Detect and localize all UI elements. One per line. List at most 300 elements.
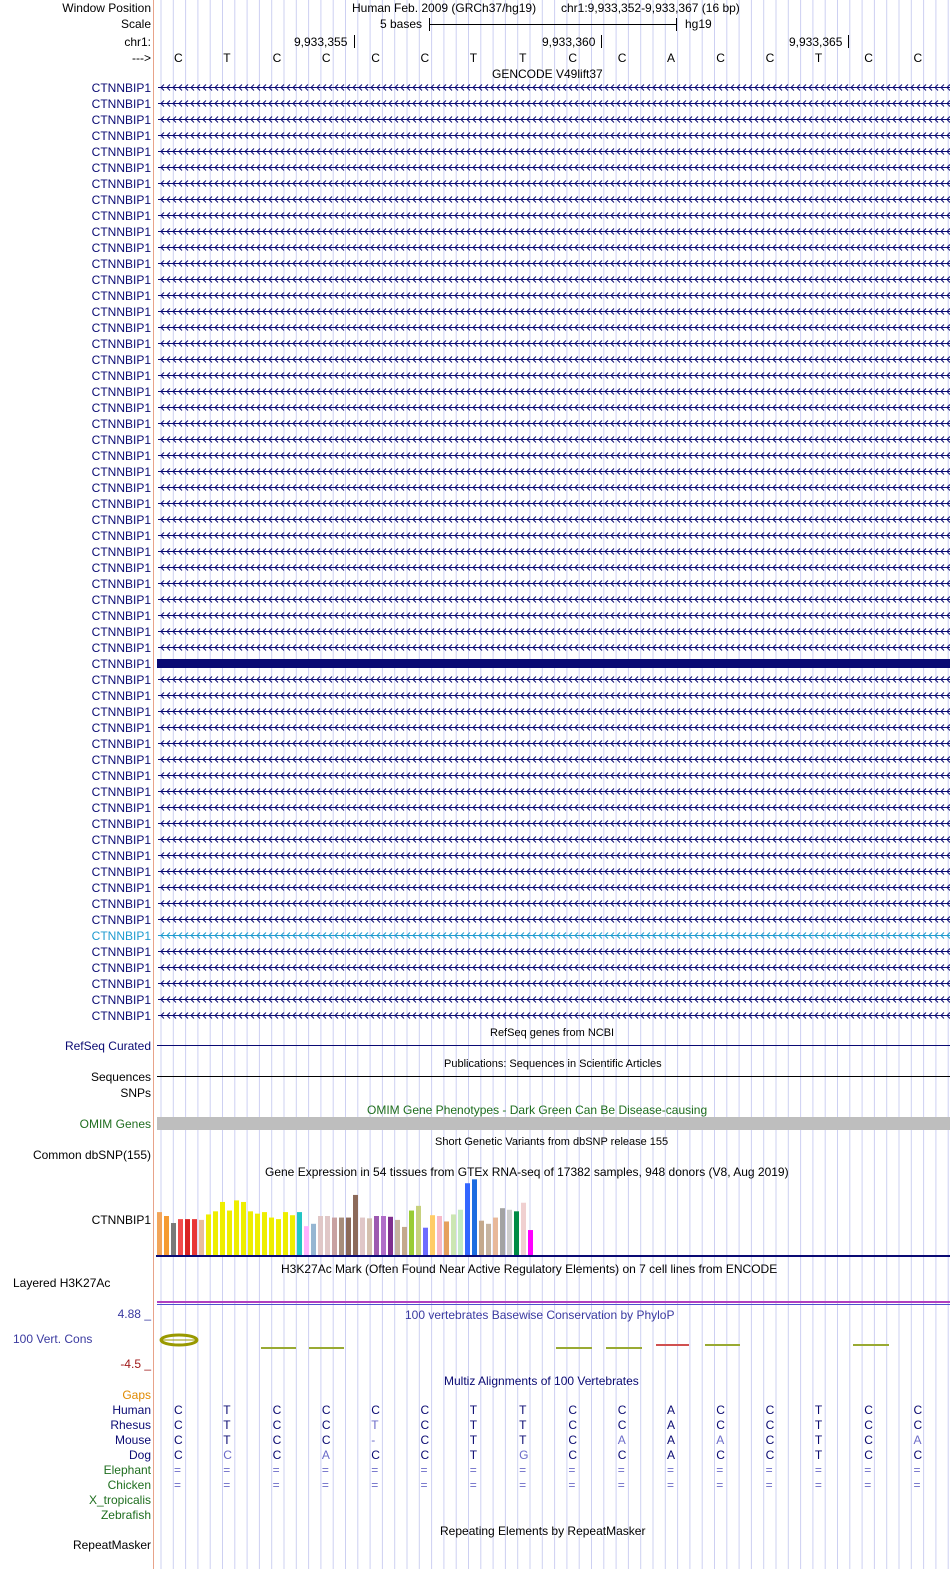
alignment-base: C <box>420 1418 430 1432</box>
alignment-base: C <box>371 1403 380 1417</box>
gencode-transcript-label[interactable]: CTNNBIP1 <box>91 129 151 143</box>
gtex-tissue-bar[interactable] <box>395 1220 400 1255</box>
gtex-tissue-bar[interactable] <box>437 1216 442 1255</box>
window-position-label: Window Position <box>62 1 151 15</box>
omim-track-label[interactable]: OMIM Genes <box>79 1117 151 1131</box>
alignment-base: = <box>272 1463 280 1477</box>
dbsnp-track-label[interactable]: Common dbSNP(155) <box>32 1148 151 1162</box>
alignment-base: C <box>174 1418 183 1432</box>
base-letter: C <box>568 51 578 65</box>
gtex-tissue-bar[interactable] <box>521 1203 526 1255</box>
gtex-tissue-bar[interactable] <box>479 1221 484 1255</box>
alignment-base: A <box>321 1448 330 1462</box>
alignment-base: C <box>617 1418 627 1432</box>
gtex-tissue-bar[interactable] <box>332 1218 337 1255</box>
gaps-label[interactable]: Gaps <box>122 1388 151 1402</box>
gencode-transcript-intron[interactable] <box>157 899 950 908</box>
gtex-tissue-bar[interactable] <box>458 1210 463 1255</box>
alignment-base: T <box>519 1403 527 1417</box>
refseq-track-title: RefSeq genes from NCBI <box>490 1027 615 1039</box>
gencode-transcript-intron[interactable] <box>157 883 950 892</box>
gencode-transcript-intron[interactable] <box>157 227 950 236</box>
base-letter: C <box>174 51 183 65</box>
gencode-transcript-label[interactable]: CTNNBIP1 <box>91 977 151 991</box>
gencode-transcript-intron[interactable] <box>157 403 950 412</box>
alignment-base: T <box>814 1448 823 1462</box>
gencode-transcript-intron[interactable] <box>157 691 950 700</box>
gtex-tissue-bar[interactable] <box>290 1215 295 1255</box>
gencode-transcript-intron[interactable] <box>157 515 950 524</box>
gencode-transcript-label[interactable]: CTNNBIP1 <box>91 497 151 511</box>
gencode-transcript-label[interactable]: CTNNBIP1 <box>91 209 151 223</box>
base-letter: C <box>913 51 923 65</box>
scale-bar <box>429 24 676 25</box>
species-label[interactable]: Zebrafish <box>100 1508 151 1522</box>
gencode-transcript-label[interactable]: CTNNBIP1 <box>91 817 151 831</box>
alignment-base: = <box>765 1478 773 1492</box>
gtex-tissue-bar[interactable] <box>318 1216 323 1255</box>
gencode-transcript-label[interactable]: CTNNBIP1 <box>91 513 151 527</box>
gencode-transcript-label[interactable]: CTNNBIP1 <box>91 81 151 95</box>
gencode-transcript-intron[interactable] <box>157 259 950 268</box>
alignment-base: C <box>420 1433 430 1447</box>
gencode-transcript-intron[interactable] <box>157 675 950 684</box>
alignment-base: A <box>667 1403 676 1417</box>
alignment-base: C <box>321 1403 331 1417</box>
gencode-transcript-label[interactable]: CTNNBIP1 <box>91 273 151 287</box>
gencode-transcript-label[interactable]: CTNNBIP1 <box>91 449 151 463</box>
gencode-transcript-intron[interactable] <box>157 179 950 188</box>
species-label[interactable]: Dog <box>128 1448 151 1462</box>
gencode-transcript-intron[interactable] <box>157 995 950 1004</box>
gencode-transcript-label[interactable]: CTNNBIP1 <box>91 641 151 655</box>
alignment-base: = <box>716 1478 724 1492</box>
gencode-transcript-intron[interactable] <box>157 595 950 604</box>
gencode-transcript-label[interactable]: CTNNBIP1 <box>91 545 151 559</box>
alignment-base: C <box>420 1403 430 1417</box>
alignment-base: = <box>223 1478 231 1492</box>
base-letter: T <box>223 51 231 65</box>
gencode-transcript-label[interactable]: CTNNBIP1 <box>91 737 151 751</box>
gencode-transcript-intron[interactable] <box>157 739 950 748</box>
alignment-base: = <box>371 1463 379 1477</box>
phylop-track-label[interactable]: 100 Vert. Cons <box>13 1332 93 1346</box>
gtex-tissue-bar[interactable] <box>157 1212 162 1255</box>
gencode-transcript-intron[interactable] <box>157 499 950 508</box>
gtex-tissue-bar[interactable] <box>178 1219 183 1255</box>
alignment-base: C <box>223 1448 232 1462</box>
base-letter: C <box>617 51 627 65</box>
ruler-tick-label: 9,933,355 <box>294 35 348 49</box>
gencode-transcript-label[interactable]: CTNNBIP1 <box>91 145 151 159</box>
alignment-base: = <box>864 1463 872 1477</box>
gencode-track-title: GENCODE V49lift37 <box>492 67 603 81</box>
alignment-base: = <box>814 1478 822 1492</box>
gencode-transcript-label[interactable]: CTNNBIP1 <box>91 481 151 495</box>
alignment-base: A <box>667 1433 676 1447</box>
gencode-transcript-intron[interactable] <box>157 243 950 252</box>
gencode-transcript-label[interactable]: CTNNBIP1 <box>91 993 151 1007</box>
base-letter: C <box>371 51 380 65</box>
base-letter: T <box>519 51 527 65</box>
snps-track-label[interactable]: SNPs <box>120 1086 151 1100</box>
gencode-transcript-label[interactable]: CTNNBIP1 <box>91 305 151 319</box>
gencode-transcript-label[interactable]: CTNNBIP1 <box>91 593 151 607</box>
alignment-base: C <box>765 1448 775 1462</box>
alignment-base: = <box>174 1463 182 1477</box>
gencode-transcript-label[interactable]: CTNNBIP1 <box>91 689 151 703</box>
gtex-tissue-bar[interactable] <box>325 1216 330 1255</box>
alignment-base: T <box>223 1418 231 1432</box>
gencode-transcript-intron[interactable] <box>157 115 950 124</box>
gencode-transcript-label[interactable]: CTNNBIP1 <box>91 913 151 927</box>
gencode-transcript-intron[interactable] <box>157 803 950 812</box>
alignment-base: T <box>469 1448 478 1462</box>
gtex-tissue-bar[interactable] <box>283 1212 288 1255</box>
gencode-transcript-intron[interactable] <box>157 307 950 316</box>
alignment-base: T <box>223 1403 231 1417</box>
h3k27ac-signal-line[interactable] <box>157 1301 950 1303</box>
gencode-transcript-label[interactable]: CTNNBIP1 <box>91 321 151 335</box>
gtex-track-label[interactable]: CTNNBIP1 <box>91 1213 151 1227</box>
alignment-base: = <box>864 1478 872 1492</box>
alignment-base: = <box>420 1478 428 1492</box>
gtex-tissue-bar[interactable] <box>255 1214 260 1255</box>
gencode-transcript-intron[interactable] <box>157 339 950 348</box>
gtex-tissue-bar[interactable] <box>339 1218 344 1255</box>
gencode-transcript-label[interactable]: CTNNBIP1 <box>91 433 151 447</box>
alignment-base: = <box>321 1478 329 1492</box>
gencode-transcript-label[interactable]: CTNNBIP1 <box>91 801 151 815</box>
alignment-base: = <box>765 1463 773 1477</box>
gtex-tissue-bar[interactable] <box>451 1214 456 1255</box>
species-label[interactable]: Chicken <box>107 1478 151 1492</box>
gencode-transcript-label[interactable]: CTNNBIP1 <box>91 721 151 735</box>
gtex-tissue-bar[interactable] <box>374 1216 379 1255</box>
gencode-transcript-label[interactable]: CTNNBIP1 <box>91 897 151 911</box>
alignment-base: = <box>568 1478 576 1492</box>
phylop-signal[interactable] <box>156 1326 950 1362</box>
gtex-tissue-bar[interactable] <box>528 1230 533 1255</box>
alignment-base: C <box>864 1433 873 1447</box>
alignment-base: C <box>371 1448 380 1462</box>
gencode-transcript-intron[interactable] <box>157 643 950 652</box>
gencode-transcript-label[interactable]: CTNNBIP1 <box>91 177 151 191</box>
gencode-transcript-label[interactable]: CTNNBIP1 <box>91 609 151 623</box>
repeatmasker-track-label[interactable]: RepeatMasker <box>72 1538 151 1552</box>
gtex-tissue-bar[interactable] <box>472 1179 477 1255</box>
gtex-tissue-bar[interactable] <box>353 1195 358 1255</box>
refseq-gene-line[interactable] <box>157 1045 950 1046</box>
gencode-transcript-label[interactable]: CTNNBIP1 <box>91 561 151 575</box>
gencode-transcript-intron[interactable] <box>157 947 950 956</box>
gencode-transcript-intron[interactable] <box>157 387 950 396</box>
gencode-transcript-label[interactable]: CTNNBIP1 <box>91 113 151 127</box>
base-letter: C <box>272 51 282 65</box>
gtex-tissue-bar[interactable] <box>360 1218 365 1255</box>
alignment-base: = <box>667 1478 675 1492</box>
gencode-transcript-intron[interactable] <box>157 147 950 156</box>
gencode-transcript-intron[interactable] <box>157 211 950 220</box>
alignment-base: = <box>272 1478 280 1492</box>
alignment-base: = <box>913 1463 921 1477</box>
gtex-tissue-bar[interactable] <box>444 1221 449 1255</box>
gtex-tissue-bar[interactable] <box>192 1219 197 1255</box>
gencode-transcript-intron[interactable] <box>157 819 950 828</box>
gencode-transcript-label[interactable]: CTNNBIP1 <box>91 289 151 303</box>
gencode-transcript-intron[interactable] <box>157 755 950 764</box>
alignment-base: A <box>716 1433 725 1447</box>
gencode-transcript-label[interactable]: CTNNBIP1 <box>91 881 151 895</box>
gencode-transcript-intron[interactable] <box>157 355 950 364</box>
gencode-transcript-intron[interactable] <box>157 483 950 492</box>
alignment-base: C <box>864 1403 873 1417</box>
base-letter: T <box>814 51 823 65</box>
phylop-track-title: 100 vertebrates Basewise Conservation by PhyloP <box>405 1308 675 1322</box>
gencode-transcript-intron[interactable] <box>157 291 950 300</box>
window-position[interactable]: chr1:9,933,352-9,933,367 (16 bp) <box>561 1 740 15</box>
gencode-transcript-label[interactable]: CTNNBIP1 <box>91 1009 151 1023</box>
alignment-base: C <box>568 1418 578 1432</box>
ruler-tick-label: 9,933,365 <box>789 35 843 49</box>
gencode-transcript-label[interactable]: CTNNBIP1 <box>91 369 151 383</box>
alignment-base: A <box>617 1433 626 1447</box>
alignment-base: C <box>568 1448 578 1462</box>
gencode-transcript-intron[interactable] <box>157 627 950 636</box>
gencode-transcript-label[interactable]: CTNNBIP1 <box>91 161 151 175</box>
alignment-base: = <box>223 1463 231 1477</box>
alignment-base: T <box>519 1418 527 1432</box>
alignment-base: T <box>814 1433 823 1447</box>
species-label[interactable]: Mouse <box>114 1433 151 1447</box>
species-label[interactable]: X_tropicalis <box>88 1493 151 1507</box>
gencode-transcript-intron[interactable] <box>157 611 950 620</box>
gtex-tissue-bar[interactable] <box>227 1211 232 1255</box>
chrom-label: chr1: <box>124 35 151 49</box>
alignment-base: = <box>469 1478 477 1492</box>
gencode-transcript-label[interactable]: CTNNBIP1 <box>91 465 151 479</box>
species-label[interactable]: Rhesus <box>110 1418 151 1432</box>
alignment-base: C <box>321 1418 331 1432</box>
gencode-transcript-intron[interactable] <box>157 163 950 172</box>
gtex-tissue-bar[interactable] <box>269 1218 274 1255</box>
gtex-tissue-bar[interactable] <box>262 1212 267 1255</box>
gencode-transcript-intron[interactable] <box>157 851 950 860</box>
gencode-transcript-intron[interactable] <box>157 371 950 380</box>
alignment-base: C <box>272 1418 282 1432</box>
gencode-transcript-intron[interactable] <box>157 435 950 444</box>
gencode-transcript-intron[interactable] <box>157 419 950 428</box>
gtex-tissue-bar[interactable] <box>402 1227 407 1255</box>
gencode-transcript-intron[interactable] <box>157 787 950 796</box>
gencode-transcript-intron[interactable] <box>157 1011 950 1020</box>
alignment-base: = <box>371 1478 379 1492</box>
ruler-tick <box>601 35 602 48</box>
alignment-base: T <box>223 1433 231 1447</box>
gencode-transcript-label[interactable]: CTNNBIP1 <box>91 577 151 591</box>
gtex-bar-chart[interactable] <box>156 1179 950 1259</box>
alignment-base: C <box>420 1448 430 1462</box>
alignment-base: C <box>913 1403 923 1417</box>
alignment-base: T <box>519 1433 527 1447</box>
refseq-track-label[interactable]: RefSeq Curated <box>64 1039 151 1053</box>
gencode-transcript-intron[interactable] <box>157 931 950 940</box>
gencode-transcript-label[interactable]: CTNNBIP1 <box>91 945 151 959</box>
alignment-base: = <box>617 1463 625 1477</box>
gtex-tissue-bar[interactable] <box>234 1200 239 1255</box>
gencode-transcript-intron[interactable] <box>157 195 950 204</box>
alignment-base: C <box>174 1403 183 1417</box>
gtex-tissue-bar[interactable] <box>297 1212 302 1255</box>
gencode-transcript-intron[interactable] <box>157 467 950 476</box>
gtex-tissue-bar[interactable] <box>311 1224 316 1255</box>
alignment-base: C <box>617 1448 627 1462</box>
alignment-base: C <box>716 1403 725 1417</box>
gencode-transcript-label[interactable]: CTNNBIP1 <box>91 401 151 415</box>
gtex-tissue-bar[interactable] <box>381 1216 386 1255</box>
gencode-transcript-label[interactable]: CTNNBIP1 <box>91 529 151 543</box>
gencode-transcript-label[interactable]: CTNNBIP1 <box>91 673 151 687</box>
gencode-transcript-label[interactable]: CTNNBIP1 <box>91 849 151 863</box>
gencode-transcript-label[interactable]: CTNNBIP1 <box>91 785 151 799</box>
h3k27ac-signal-line-2 <box>157 1304 950 1305</box>
alignment-base: T <box>814 1403 823 1417</box>
gtex-tissue-bar[interactable] <box>367 1218 372 1255</box>
alignment-base: C <box>272 1433 282 1447</box>
gencode-transcript-intron[interactable] <box>157 707 950 716</box>
alignment-base: = <box>568 1463 576 1477</box>
gencode-transcript-label[interactable]: CTNNBIP1 <box>91 865 151 879</box>
gencode-transcript-label[interactable]: CTNNBIP1 <box>91 97 151 111</box>
gencode-transcript-label[interactable]: CTNNBIP1 <box>91 385 151 399</box>
gtex-tissue-bar[interactable] <box>388 1217 393 1255</box>
gencode-transcript-intron[interactable] <box>157 531 950 540</box>
gtex-tissue-bar[interactable] <box>185 1219 190 1255</box>
base-letter: C <box>321 51 331 65</box>
gtex-tissue-bar[interactable] <box>171 1223 176 1255</box>
gencode-transcript-label[interactable]: CTNNBIP1 <box>91 929 151 943</box>
omim-gene-bar[interactable] <box>157 1117 950 1130</box>
gencode-transcript-label[interactable]: CTNNBIP1 <box>91 705 151 719</box>
gencode-transcript-label[interactable]: CTNNBIP1 <box>91 753 151 767</box>
gtex-tissue-bar[interactable] <box>423 1228 428 1255</box>
ruler-tick <box>354 35 355 48</box>
gtex-tissue-bar[interactable] <box>416 1206 421 1255</box>
gtex-tissue-bar[interactable] <box>507 1210 512 1255</box>
alignment-base: T <box>814 1418 823 1432</box>
gencode-transcript-label[interactable]: CTNNBIP1 <box>91 193 151 207</box>
alignment-base: C <box>913 1448 923 1462</box>
gtex-tissue-bar[interactable] <box>493 1218 498 1255</box>
gtex-tissue-bar[interactable] <box>430 1215 435 1255</box>
gencode-transcript-intron[interactable] <box>157 99 950 108</box>
alignment-base: T <box>469 1433 478 1447</box>
alignment-base: C <box>765 1433 775 1447</box>
gencode-transcript-label[interactable]: CTNNBIP1 <box>91 769 151 783</box>
species-label[interactable]: Elephant <box>103 1463 151 1477</box>
gencode-transcript-intron[interactable] <box>157 979 950 988</box>
h3k27ac-track-label[interactable]: Layered H3K27Ac <box>13 1276 111 1290</box>
gencode-transcript-label[interactable]: CTNNBIP1 <box>91 257 151 271</box>
gencode-transcript-label[interactable]: CTNNBIP1 <box>91 657 151 671</box>
gtex-tissue-bar[interactable] <box>304 1226 309 1255</box>
gencode-transcript-label[interactable]: CTNNBIP1 <box>91 241 151 255</box>
alignment-base: T <box>469 1403 478 1417</box>
alignment-base: C <box>617 1403 627 1417</box>
alignment-base: C <box>568 1433 578 1447</box>
gencode-transcript-intron[interactable] <box>157 723 950 732</box>
gencode-transcript-exon[interactable] <box>157 659 950 668</box>
gtex-tissue-bar[interactable] <box>241 1202 246 1255</box>
alignment-base: = <box>519 1478 527 1492</box>
gencode-transcript-intron[interactable] <box>157 771 950 780</box>
alignment-base: = <box>617 1478 625 1492</box>
gencode-transcript-label[interactable]: CTNNBIP1 <box>91 337 151 351</box>
gtex-tissue-bar[interactable] <box>206 1214 211 1255</box>
publications-line[interactable] <box>157 1076 950 1077</box>
alignment-base: = <box>716 1463 724 1477</box>
gtex-tissue-bar[interactable] <box>465 1183 470 1255</box>
gtex-tissue-bar[interactable] <box>199 1220 204 1255</box>
gtex-tissue-bar[interactable] <box>248 1211 253 1255</box>
gtex-tissue-bar[interactable] <box>409 1211 414 1255</box>
gencode-transcript-intron[interactable] <box>157 835 950 844</box>
alignment-base: C <box>765 1403 775 1417</box>
gtex-tissue-bar[interactable] <box>213 1211 218 1255</box>
alignment-base: C <box>272 1448 282 1462</box>
ruler-tick <box>848 35 849 48</box>
gencode-transcript-label[interactable]: CTNNBIP1 <box>91 417 151 431</box>
gencode-transcript-label[interactable]: CTNNBIP1 <box>91 833 151 847</box>
gencode-transcript-intron[interactable] <box>157 867 950 876</box>
gencode-transcript-intron[interactable] <box>157 915 950 924</box>
alignment-base: C <box>864 1418 873 1432</box>
gtex-tissue-bar[interactable] <box>276 1219 281 1255</box>
gencode-transcript-intron[interactable] <box>157 323 950 332</box>
gencode-transcript-label[interactable]: CTNNBIP1 <box>91 625 151 639</box>
publications-track-label[interactable]: Sequences <box>90 1070 151 1084</box>
alignment-base: = <box>420 1463 428 1477</box>
gencode-transcript-label[interactable]: CTNNBIP1 <box>91 353 151 367</box>
species-label[interactable]: Human <box>112 1403 151 1417</box>
alignment-base: T <box>371 1418 379 1432</box>
gtex-tissue-bar[interactable] <box>486 1224 491 1255</box>
gencode-transcript-intron[interactable] <box>157 579 950 588</box>
gencode-transcript-intron[interactable] <box>157 563 950 572</box>
alignment-base: T <box>469 1418 478 1432</box>
gtex-tissue-bar[interactable] <box>164 1216 169 1255</box>
alignment-base: = <box>913 1478 921 1492</box>
gencode-transcript-intron[interactable] <box>157 963 950 972</box>
gencode-transcript-intron[interactable] <box>157 451 950 460</box>
gencode-transcript-label[interactable]: CTNNBIP1 <box>91 225 151 239</box>
gencode-transcript-intron[interactable] <box>157 83 950 92</box>
gencode-transcript-intron[interactable] <box>157 131 950 140</box>
gtex-tissue-bar[interactable] <box>220 1202 225 1255</box>
gencode-transcript-intron[interactable] <box>157 547 950 556</box>
gtex-tissue-bar[interactable] <box>514 1211 519 1255</box>
gtex-tissue-bar[interactable] <box>500 1208 505 1255</box>
gtex-tissue-bar[interactable] <box>346 1218 351 1255</box>
alignment-base: = <box>321 1463 329 1477</box>
db-name: hg19 <box>685 17 712 31</box>
base-letter: C <box>765 51 775 65</box>
alignment-base: C <box>716 1448 725 1462</box>
gencode-transcript-label[interactable]: CTNNBIP1 <box>91 961 151 975</box>
scale-bar-right-tick <box>676 18 677 31</box>
multiz-track-title: Multiz Alignments of 100 Vertebrates <box>444 1374 639 1388</box>
gencode-transcript-intron[interactable] <box>157 275 950 284</box>
